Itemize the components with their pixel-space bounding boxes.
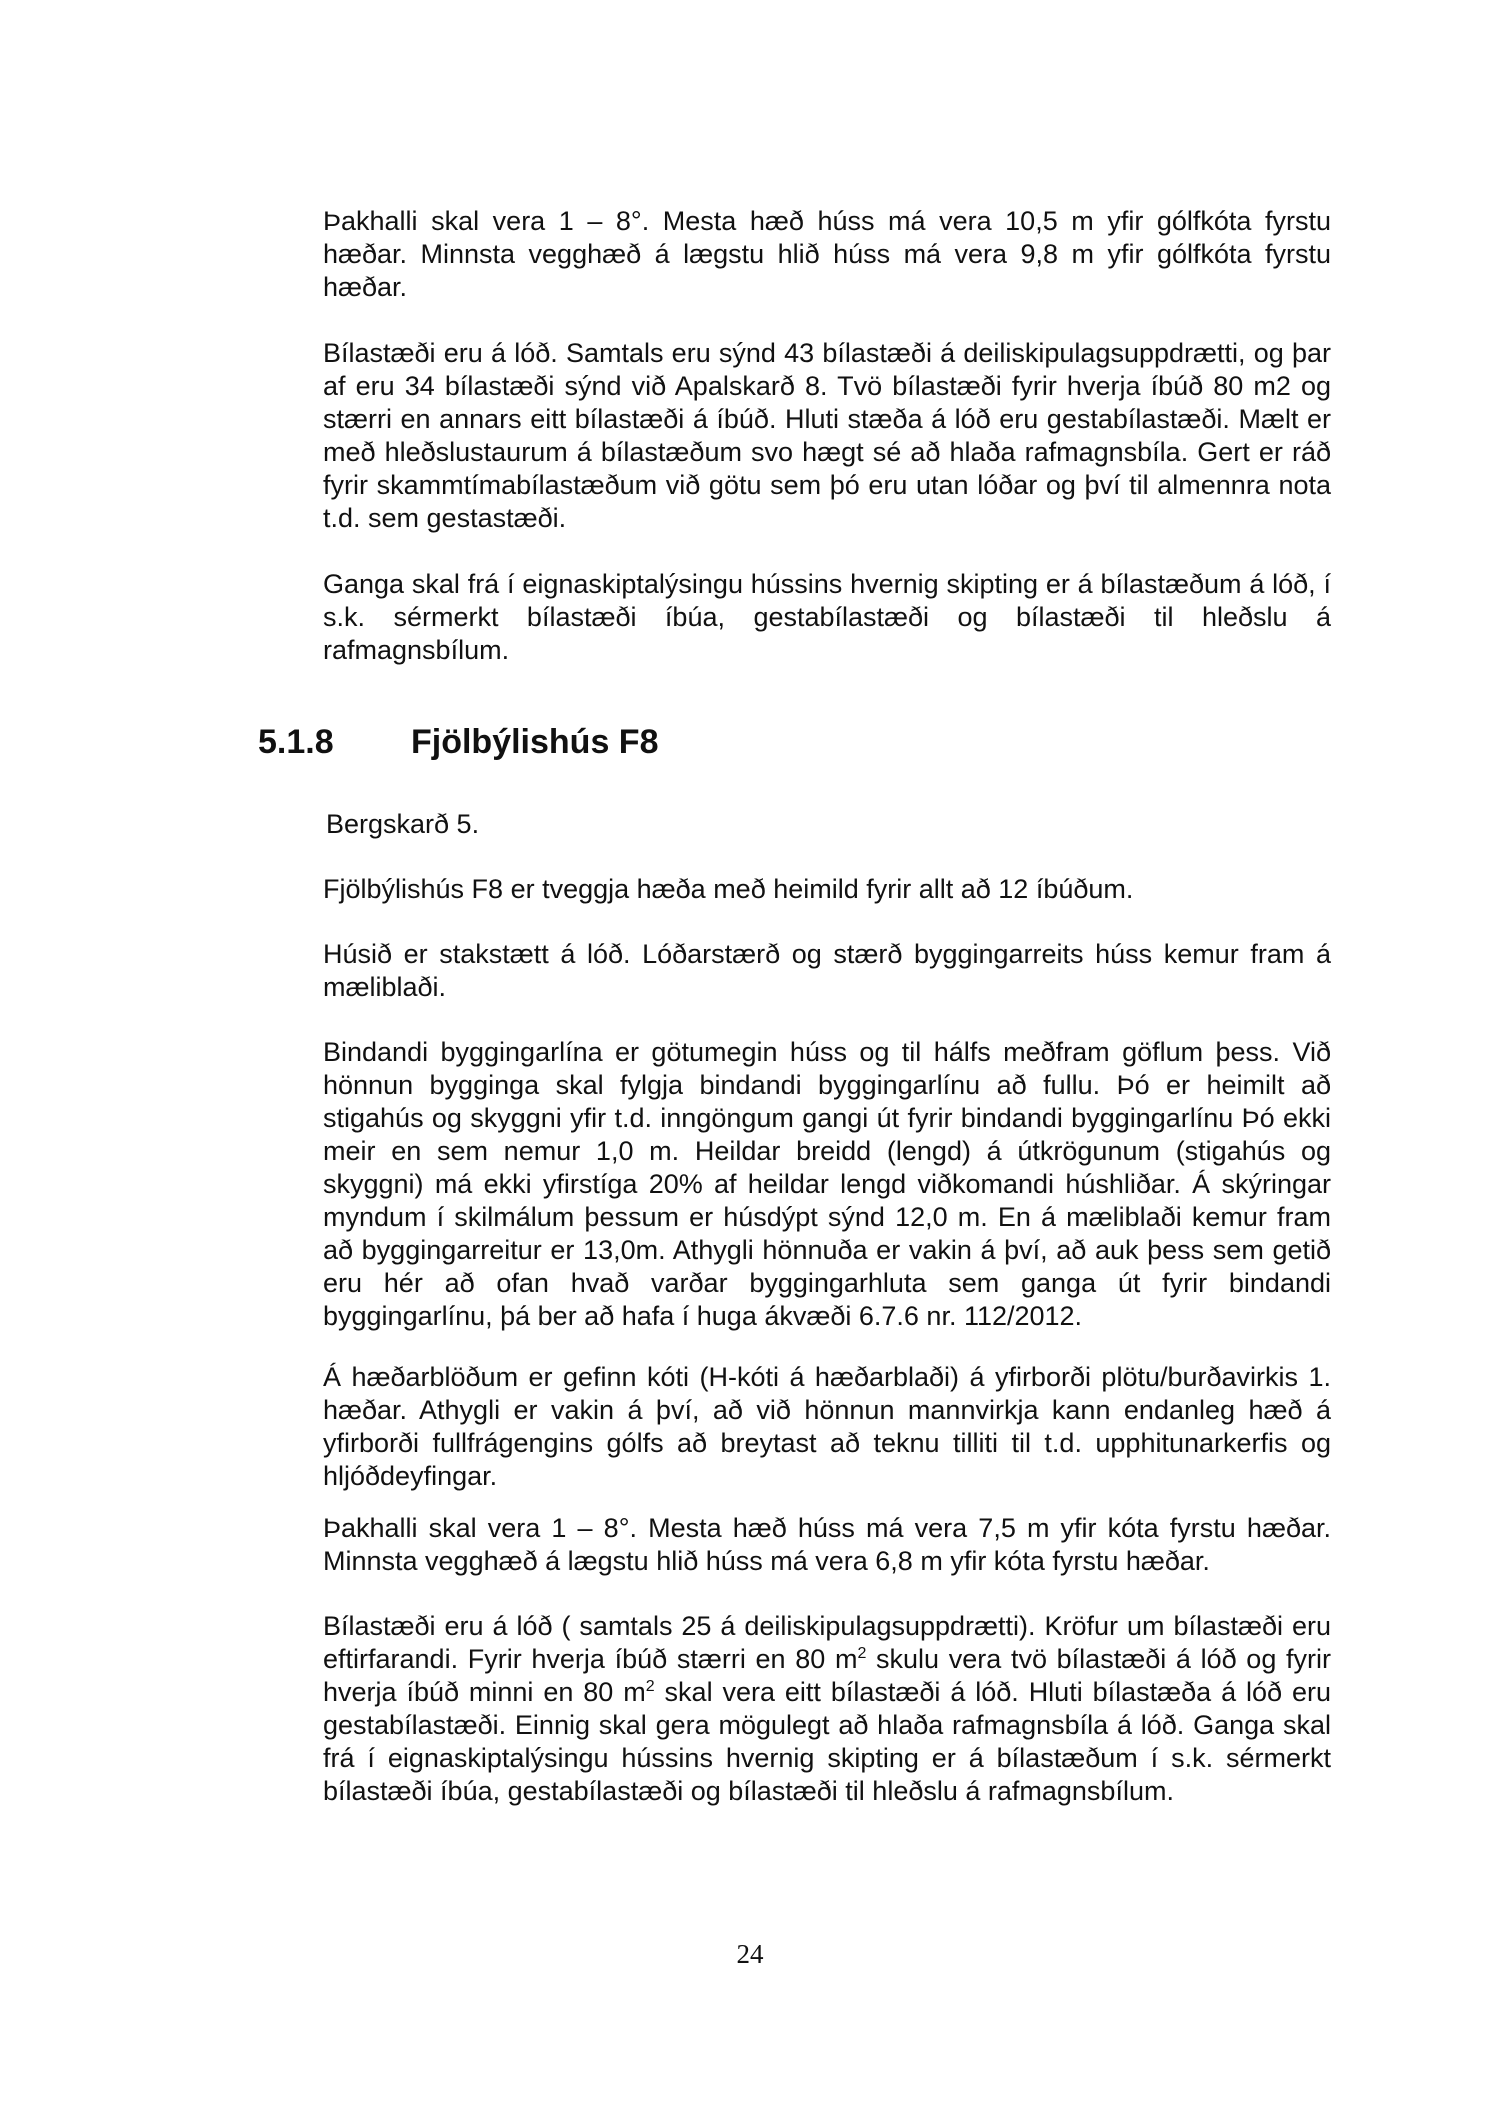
page-number: 24 <box>736 1939 764 1969</box>
parking-text-2: skulu vera tvö bílastæði á lóð og fyrir hverja íbúð minni en 80 m <box>323 1644 1332 1707</box>
section-number: 5.1.8 <box>258 723 334 761</box>
paragraph-building-line: Bindandi byggingarlína er götumegin húss og til hálfs meðfram göflum þess. Við hönnun bygginga skal fylgja bindandi byggingarlínu að fullu. Þó er heimilt að stigahús og skyggni yfir t.d. inngöngum gangi út fyrir bindandi byggingarlínu Þó ekki meir en sem nemur 1,0 m. Heildar breidd (lengd) á útkrögunum (stigahús og skyggni) má ekki yfirstíga 20% af heildar lengd viðkomandi húshliðar. Á skýringar myndum í skilmálum þessum er húsdýpt sýnd 12,0 m. En á mæliblaði kemur fram að byggingarreitur er 13,0m. Athygli hönnuða er vakin á því, að auk þess sem getið eru hér að ofan hvað varðar byggingarhluta sem ganga út fyrir bindandi byggingarlínu, þá ber að hafa í huga ákvæði 6.7.6 nr. 112/2012. <box>323 1037 1331 1331</box>
superscript-square-1: 2 <box>857 1645 867 1662</box>
paragraph-floor-heights: Á hæðarblöðum er gefinn kóti (H-kóti á hæðarblaði) á yfirborði plötu/burðavirkis 1. hæðar. Athygli er vakin á því, að við hönnun mannvirkja kann endanleg hæð á yfirborði fullfrágengins gólfs að breytast að teknu tilliti til t.d. upphitunarkerfis og hljóðdeyfingar. <box>323 1362 1331 1491</box>
paragraph-lot-size: Húsið er stakstætt á lóð. Lóðarstærð og stærð byggingarreits húss kemur fram á mæliblaði. <box>323 939 1331 1002</box>
paragraph-building-type: Fjölbýlishús F8 er tveggja hæða með heimild fyrir allt að 12 íbúðum. <box>323 874 1134 904</box>
paragraph-ownership-parking: Ganga skal frá í eignaskiptalýsingu hússins hvernig skipting er á bílastæðum á lóð, í s.k. sérmerkt bílastæði íbúa, gestabílastæði og bílastæði til hleðslu á rafmagnsbílum. <box>323 569 1331 665</box>
paragraph-roof-slope: Þakhalli skal vera 1 – 8°. Mesta hæð húss má vera 7,5 m yfir kóta fyrstu hæðar. Minnsta vegghæð á lægstu hlið húss má vera 6,8 m yfir kóta fyrstu hæðar. <box>323 1513 1331 1576</box>
parking-text-3: skal vera eitt bílastæði á lóð. Hluti bílastæða á lóð eru gestabílastæði. Einnig skal gera mögulegt að hlaða rafmagnsbíla á lóð. Ganga skal frá í eignaskiptalýsingu hússins hvernig skipting er á bílastæðum í s.k. sérmerkt bílastæði íbúa, gestabílastæði og bílastæði til hleðslu á rafmagnsbílum. <box>323 1677 1331 1806</box>
parking-text-1: Bílastæði eru á lóð ( samtals 25 á deiliskipulagsuppdrætti). Kröfur um bílastæði eru eftirfarandi. Fyrir hverja íbúð stærri en 80 m <box>323 1611 1331 1674</box>
section-title: Fjölbýlishús F8 <box>411 723 659 761</box>
paragraph-roof-slope-previous: Þakhalli skal vera 1 – 8°. Mesta hæð húss má vera 10,5 m yfir gólfkóta fyrstu hæðar. Minnsta vegghæð á lægstu hlið húss má vera 9,8 m yfir gólfkóta fyrstu hæðar. <box>323 206 1331 302</box>
section-heading <box>258 722 658 762</box>
paragraph-parking-previous: Bílastæði eru á lóð. Samtals eru sýnd 43 bílastæði á deiliskipulagsuppdrætti, og þar af eru 34 bílastæði sýnd við Apalskarð 8. Tvö bílastæði fyrir hverja íbúð 80 m2 og stærri en annars eitt bílastæði á íbúð. Hluti stæða á lóð eru gestabílastæði. Mælt er með hleðslustaurum á bílastæðum svo hægt sé að hlaða rafmagnsbíla. Gert er ráð fyrir skammtímabílastæðum við götu sem þó eru utan lóðar og því til almennra nota t.d. sem gestastæði. <box>323 338 1331 533</box>
section-address: Bergskarð 5. <box>326 809 480 839</box>
superscript-square-2: 2 <box>645 1678 655 1695</box>
paragraph-parking <box>323 1610 1331 1808</box>
